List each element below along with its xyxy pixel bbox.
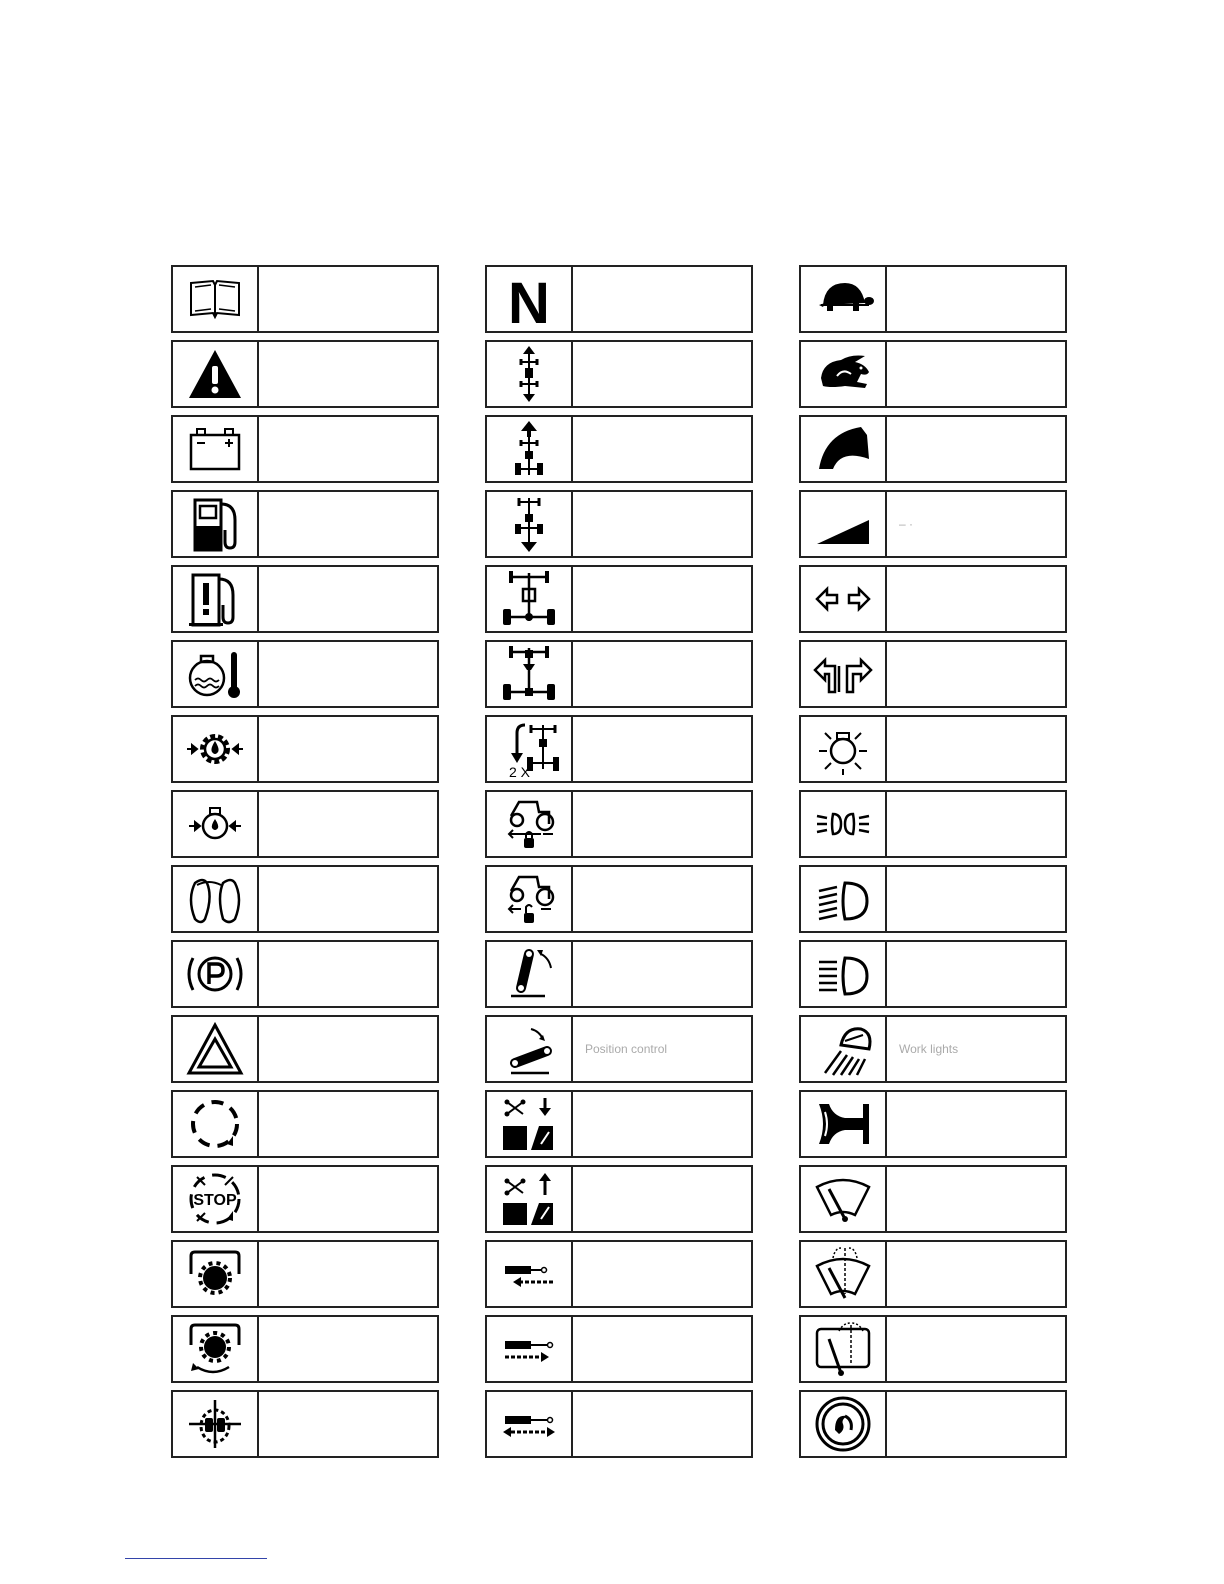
hitch-unlock-icon (487, 867, 573, 931)
symbol-label (573, 1092, 751, 1156)
symbol-label (573, 642, 751, 706)
trailer-turn-signal-icon (801, 642, 887, 706)
low-beam-icon (801, 867, 887, 931)
hitch-lower-icon (487, 1017, 573, 1081)
symbol-box (799, 415, 1067, 483)
symbol-label (573, 1317, 751, 1381)
symbol-box (171, 415, 439, 483)
symbol-row (485, 1090, 753, 1156)
symbol-row (485, 1240, 753, 1306)
symbol-box (485, 865, 753, 933)
symbol-row (171, 1015, 439, 1081)
symbol-label (887, 1392, 1065, 1456)
column-middle (485, 265, 753, 1465)
symbol-row (171, 340, 439, 406)
differential-lock-icon (173, 1392, 259, 1456)
hitch-lock-icon (487, 792, 573, 856)
symbol-box (171, 640, 439, 708)
symbol-label (259, 1092, 437, 1156)
symbol-label (573, 492, 751, 556)
symbol-label (887, 417, 1065, 481)
symbol-box (171, 340, 439, 408)
turtle-slow-icon (801, 267, 887, 331)
symbol-box (799, 340, 1067, 408)
symbol-row (171, 265, 439, 331)
symbol-label (887, 792, 1065, 856)
symbol-label (573, 942, 751, 1006)
symbol-box (171, 715, 439, 783)
symbol-row (171, 940, 439, 1006)
symbol-label (573, 1392, 751, 1456)
symbol-box (485, 565, 753, 633)
symbol-label (573, 567, 751, 631)
symbol-box (799, 1390, 1067, 1458)
symbol-label (259, 1017, 437, 1081)
symbol-box (171, 1165, 439, 1233)
fuel-pump-icon (173, 492, 259, 556)
symbol-box (171, 865, 439, 933)
symbol-label (259, 267, 437, 331)
symbol-row (485, 340, 753, 406)
warning-triangle-icon (173, 342, 259, 406)
symbol-row (171, 640, 439, 706)
symbol-box (485, 1315, 753, 1383)
symbol-label (573, 867, 751, 931)
symbol-row (485, 565, 753, 631)
symbol-row (171, 565, 439, 631)
symbol-box (799, 265, 1067, 333)
symbol-row (799, 790, 1067, 856)
pto-engaged-icon (173, 1317, 259, 1381)
symbol-label (573, 1242, 751, 1306)
symbol-row (799, 1240, 1067, 1306)
shift-twice-icon (487, 717, 573, 781)
symbol-box (799, 1015, 1067, 1083)
two-wheel-drive-icon (487, 567, 573, 631)
forward-reverse-icon (487, 342, 573, 406)
symbol-row (171, 490, 439, 556)
symbol-label (259, 1317, 437, 1381)
symbol-label (887, 867, 1065, 931)
symbol-row (799, 940, 1067, 1006)
symbol-label (887, 342, 1065, 406)
symbol-box (171, 1240, 439, 1308)
symbol-label (887, 567, 1065, 631)
symbol-label (259, 1167, 437, 1231)
pto-icon (173, 1242, 259, 1306)
footer-rule (125, 1558, 267, 1559)
horn-icon (801, 1092, 887, 1156)
symbol-label (573, 342, 751, 406)
symbol-box (799, 940, 1067, 1008)
symbol-label (259, 792, 437, 856)
symbol-box (485, 715, 753, 783)
reverse-icon (487, 492, 573, 556)
symbol-row (485, 940, 753, 1006)
symbol-box (171, 490, 439, 558)
variable-control-icon (801, 492, 887, 556)
symbol-row (171, 1090, 439, 1156)
symbol-box (799, 1090, 1067, 1158)
forward-icon (487, 417, 573, 481)
symbol-label (887, 1092, 1065, 1156)
engine-stop-icon (173, 1167, 259, 1231)
four-wheel-drive-icon (487, 642, 573, 706)
symbol-box (171, 1015, 439, 1083)
symbol-row (799, 1090, 1067, 1156)
rabbit-fast-icon (801, 342, 887, 406)
symbol-label (887, 942, 1065, 1006)
symbol-label (573, 1167, 751, 1231)
engine-oil-pressure-icon (173, 792, 259, 856)
symbol-row (171, 1165, 439, 1231)
throttle-icon (801, 417, 887, 481)
symbol-row (485, 1165, 753, 1231)
symbol-row (799, 1390, 1067, 1456)
wiper-icon (801, 1167, 887, 1231)
symbol-label (259, 342, 437, 406)
symbol-row (485, 1390, 753, 1456)
beacon-light-icon (801, 717, 887, 781)
symbol-label (573, 417, 751, 481)
symbol-box (171, 265, 439, 333)
symbol-row (799, 865, 1067, 931)
symbol-box (171, 565, 439, 633)
symbol-row (485, 490, 753, 556)
side-lights-icon (801, 792, 887, 856)
symbol-label (259, 417, 437, 481)
symbol-row (799, 490, 1067, 556)
symbol-box (485, 490, 753, 558)
symbol-box (485, 1240, 753, 1308)
symbol-box (799, 1165, 1067, 1233)
washer-icon (801, 1242, 887, 1306)
parking-brake-icon (173, 942, 259, 1006)
hitch-raise-icon (487, 942, 573, 1006)
symbol-label (887, 642, 1065, 706)
symbol-label (259, 1392, 437, 1456)
symbol-label (573, 267, 751, 331)
draft-lower-icon (487, 1092, 573, 1156)
cylinder-retract-icon (487, 1242, 573, 1306)
symbol-row (171, 1240, 439, 1306)
symbol-row (171, 1390, 439, 1456)
symbol-label (887, 267, 1065, 331)
column-left (171, 265, 439, 1465)
transmission-oil-pressure-icon (173, 717, 259, 781)
hydraulic-icon (801, 1392, 887, 1456)
symbol-box (799, 1240, 1067, 1308)
symbol-label (887, 1167, 1065, 1231)
operator-manual-icon (173, 267, 259, 331)
column-right (799, 265, 1067, 1465)
fuel-warning-icon (173, 567, 259, 631)
cylinder-float-icon (487, 1392, 573, 1456)
symbol-box (485, 1090, 753, 1158)
symbol-label: Position control (585, 1042, 668, 1056)
symbol-box (171, 790, 439, 858)
symbol-row (485, 640, 753, 706)
symbol-box (485, 415, 753, 483)
symbol-box (171, 1090, 439, 1158)
turn-signal-icon (801, 567, 887, 631)
symbol-label (259, 1242, 437, 1306)
symbol-box (485, 640, 753, 708)
symbol-label (887, 1317, 1065, 1381)
symbol-row (799, 640, 1067, 706)
symbol-row (171, 865, 439, 931)
engine-start-icon (173, 1092, 259, 1156)
symbol-label (573, 792, 751, 856)
symbol-row (485, 790, 753, 856)
battery-icon (173, 417, 259, 481)
symbol-label (259, 642, 437, 706)
symbol-row (485, 715, 753, 781)
symbol-row (485, 1315, 753, 1381)
symbol-row (171, 715, 439, 781)
symbol-label (259, 942, 437, 1006)
symbol-row (171, 415, 439, 481)
symbol-row (171, 790, 439, 856)
symbol-row (171, 1315, 439, 1381)
symbol-label (259, 567, 437, 631)
symbol-label: Work lights (899, 1042, 959, 1056)
symbol-row (485, 265, 753, 331)
draft-raise-icon (487, 1167, 573, 1231)
symbol-box (485, 340, 753, 408)
symbol-box (799, 715, 1067, 783)
symbol-box (799, 640, 1067, 708)
symbol-row (485, 415, 753, 481)
symbol-box (485, 940, 753, 1008)
symbol-box (171, 1315, 439, 1383)
symbol-row (485, 1015, 753, 1081)
symbol-row (799, 415, 1067, 481)
symbol-row (799, 340, 1067, 406)
symbol-row (799, 565, 1067, 631)
symbol-box (485, 265, 753, 333)
symbol-box (799, 1315, 1067, 1383)
symbol-box (799, 790, 1067, 858)
hazard-lights-icon (173, 1017, 259, 1081)
symbol-box (799, 865, 1067, 933)
symbol-label (887, 717, 1065, 781)
cylinder-extend-icon (487, 1317, 573, 1381)
symbol-label (259, 867, 437, 931)
symbol-label: – · (899, 517, 914, 531)
symbol-label (573, 717, 751, 781)
symbol-box (485, 1390, 753, 1458)
symbol-row (799, 265, 1067, 331)
neutral-icon (487, 267, 573, 331)
symbol-box (485, 790, 753, 858)
symbol-box (485, 1165, 753, 1233)
symbol-row (799, 1315, 1067, 1381)
symbol-label (259, 717, 437, 781)
symbol-label (259, 492, 437, 556)
high-beam-icon (801, 942, 887, 1006)
symbol-box (799, 565, 1067, 633)
work-light-icon (801, 1017, 887, 1081)
symbol-row (799, 1015, 1067, 1081)
symbol-row (799, 715, 1067, 781)
symbol-box (171, 940, 439, 1008)
glow-plug-icon (173, 867, 259, 931)
symbol-box (485, 1015, 753, 1083)
symbol-label (887, 1242, 1065, 1306)
symbol-box (171, 1390, 439, 1458)
symbol-box (799, 490, 1067, 558)
symbol-row (799, 1165, 1067, 1231)
rear-wiper-icon (801, 1317, 887, 1381)
symbol-row (485, 865, 753, 931)
coolant-temperature-icon (173, 642, 259, 706)
